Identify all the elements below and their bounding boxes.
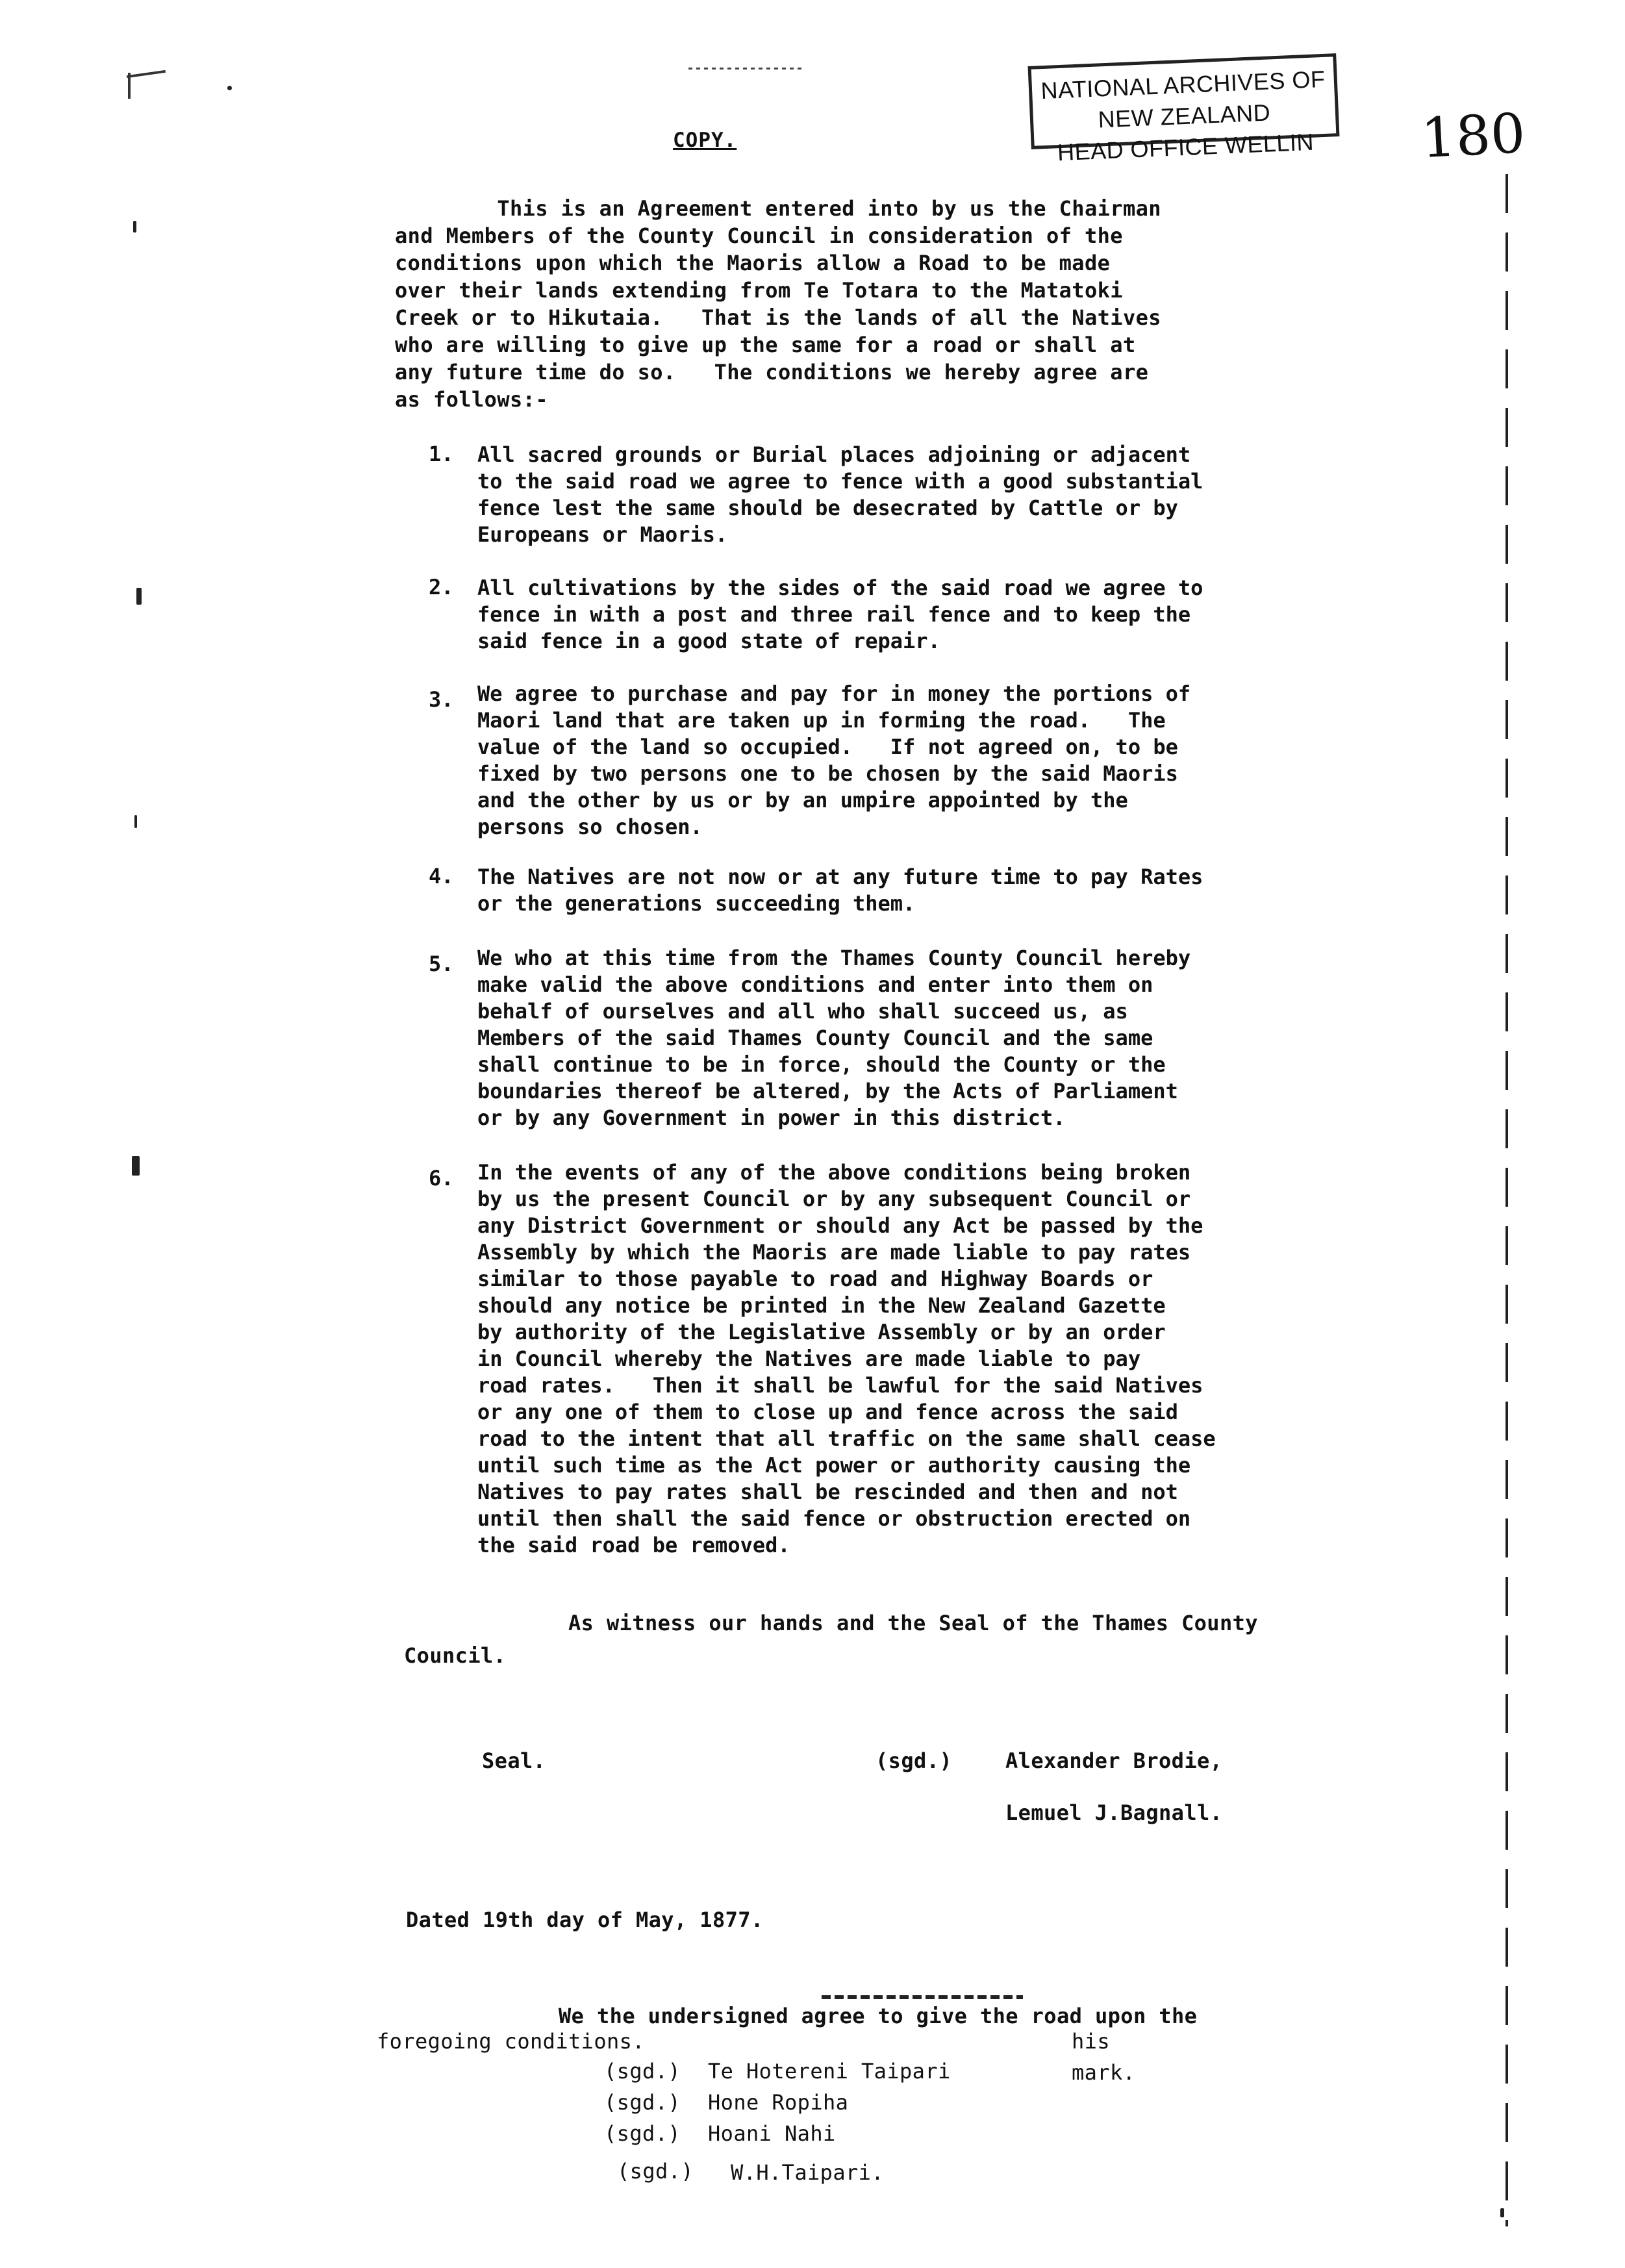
his-label: his <box>1072 2029 1110 2054</box>
scan-speck <box>133 221 136 233</box>
scan-speck <box>227 86 232 90</box>
clause-text: We agree to purchase and pay for in money the portions of Maori land that are taken up in forming the road. The value of the land so occupied. If not agreed on, to be fixed by two persons one to be chosen by the said Maoris and the other by us or by an umpire appointed by the persons so chosen. <box>477 681 1191 839</box>
clause-text: We who at this time from the Thames County Council hereby make valid the above conditions and enter into them on behalf of ourselves and all who shall succeed us, as Members of the said Thames County Council and the same shall continue to be in force, should the County or the boundaries thereof be altered, by the Acts of Parliament or by any Government in power in this district. <box>477 946 1191 1130</box>
clause-number: 4. <box>429 864 454 888</box>
signatory-brodie: Alexander Brodie, <box>1005 1748 1223 1773</box>
signer-name: Te Hotereni Taipari <box>708 2059 951 2084</box>
scan-margin-line <box>1505 174 1508 2226</box>
clause-text: All cultivations by the sides of the said road we agree to fence in with a post and three rail fence and to keep the said fence in a good state of repair. <box>477 575 1203 653</box>
signer-name: W.H.Taipari. <box>731 2160 884 2185</box>
scan-speck <box>134 815 137 828</box>
clause-text: In the events of any of the above conditions being broken by us the present Council or by any subsequent Council or any District Government or should any Act be passed by the Assembly by which the Maoris are made liable to pay rates similar to those payable to road and Highway Boards or should any notice be printed in the New Zealand Gazette by authority of the Legislative Assembly or by an order in Council whereby the Natives are made liable to pay road rates. Then it shall be lawful for the said Natives or any one of them to close up and fence across the said road to the intent that all traffic on the same shall cease until such time as the Act power or authority causing the Natives to pay rates shall be rescinded and then and not until then shall the said fence or obstruction erected on the said road be removed. <box>477 1160 1216 1557</box>
signer-name: Hoani Nahi <box>708 2121 836 2146</box>
clause-number: 2. <box>429 575 454 599</box>
seal-label: Seal. <box>482 1748 546 1773</box>
signer-sgd: (sgd.) <box>617 2159 694 2184</box>
scan-speck <box>132 1156 140 1176</box>
undersigned-line: We the undersigned agree to give the road upon the <box>559 2004 1198 2028</box>
scan-speck <box>1500 2208 1504 2217</box>
intro-paragraph: This is an Agreement entered into by us the Chairman and Members of the County Council in consideration of the conditions upon which the Maoris allow a Road to be made over their lands extending from Te Totara to the Matatoki Creek or to Hikutaia. That is the lands of all the Natives who are willing to give up the same for a road or shall at any future time do so. The conditions we hereby agree are as follows:- <box>395 196 1161 412</box>
archive-stamp <box>1028 53 1340 166</box>
signer-sgd: (sgd.) <box>604 2121 681 2146</box>
stamp-line-1: NATIONAL ARCHIVES OF NEW ZEALAND <box>1040 65 1326 133</box>
signer-sgd: (sgd.) <box>604 2059 681 2084</box>
signatory-bagnall: Lemuel J.Bagnall. <box>1005 1800 1223 1825</box>
date-line: Dated 19th day of May, 1877. <box>406 1908 764 1932</box>
clause-text: All sacred grounds or Burial places adjoining or adjacent to the said road we agree to fence with a good substantial fence lest the same should be desecrated by Cattle or by Europeans or Maoris. <box>477 442 1203 547</box>
sgd-label: (sgd.) <box>875 1748 952 1773</box>
scan-speck <box>136 588 142 605</box>
scan-corner-mark <box>128 73 131 99</box>
signer-sgd: (sgd.) <box>604 2090 681 2115</box>
scan-corner-mark <box>127 70 166 78</box>
clause-number: 1. <box>429 442 454 466</box>
signer-name: Hone Ropiha <box>708 2090 849 2115</box>
undersigned-conditions: foregoing conditions. <box>377 2029 645 2054</box>
clause-text: The Natives are not now or at any future time to pay Rates or the generations succeeding them. <box>477 864 1203 916</box>
stamp-line-2: HEAD OFFICE WELLIN <box>1057 128 1315 166</box>
witness-line: As witness our hands and the Seal of the Thames County <box>568 1611 1258 1635</box>
mark-label: mark. <box>1072 2060 1136 2085</box>
clause-number: 5. <box>429 951 454 976</box>
document-title: COPY. <box>673 129 737 152</box>
folio-number: 180 <box>1419 101 1527 171</box>
scan-dashes <box>688 68 805 69</box>
clause-number: 3. <box>429 687 454 712</box>
witness-council: Council. <box>404 1643 507 1668</box>
dashed-underline <box>822 1995 1023 1999</box>
clause-number: 6. <box>429 1166 454 1191</box>
